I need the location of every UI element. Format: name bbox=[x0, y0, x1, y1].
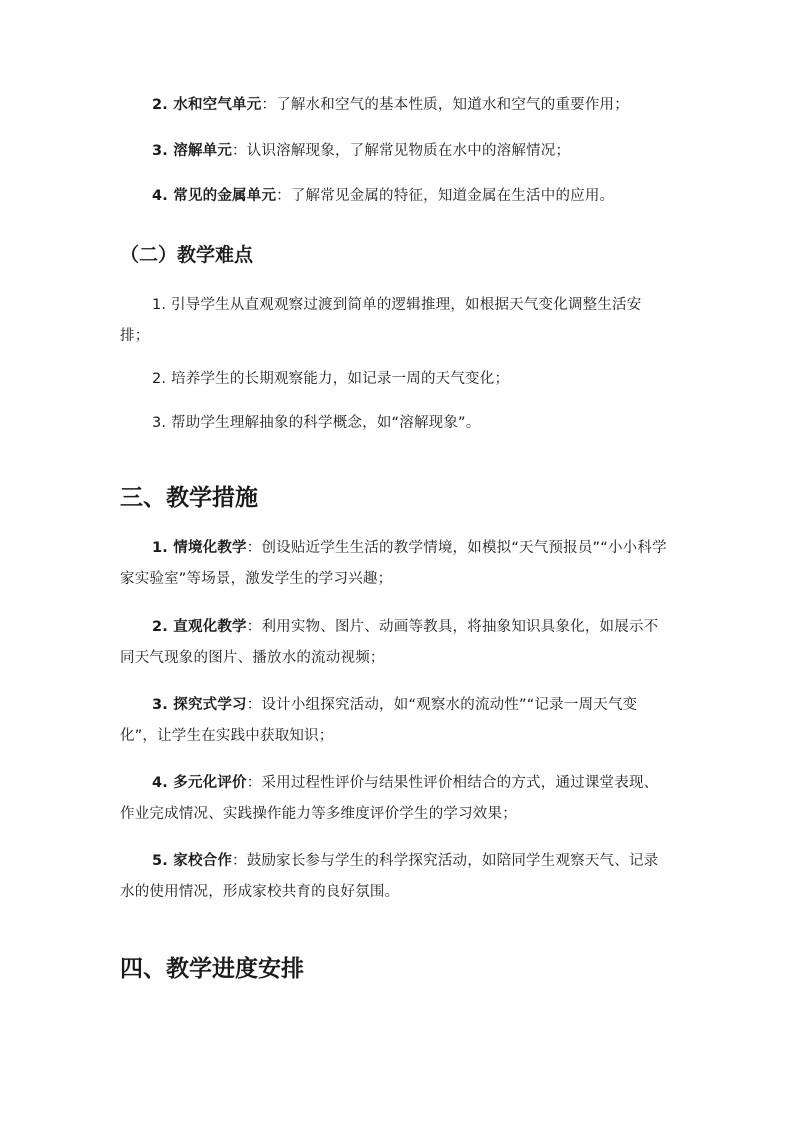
measure-item bbox=[120, 768, 668, 830]
unit-item-text: ：了解常见金属的特征，知道金属在生活中的应用。 bbox=[276, 188, 615, 204]
measure-item-text: ：鼓励家长参与学生的科学探究活动，如陪同学生观察天气、记录水的使用情况，形成家校共育的良好氛围。 bbox=[120, 853, 659, 900]
unit-item-text: ：了解水和空气的基本性质，知道水和空气的重要作用； bbox=[261, 97, 629, 113]
section-heading-schedule: 四、教学进度安排 bbox=[120, 956, 304, 982]
measure-item-text: ：创设贴近学生生活的教学情境，如模拟“天气预报员”“小小科学家实验室”等场景，激发学生的学习兴趣； bbox=[120, 540, 667, 587]
measure-item-label: 1. 情境化教学 bbox=[152, 540, 247, 556]
difficulty-item: 3. 帮助学生理解抽象的科学概念，如“溶解现象”。 bbox=[152, 415, 481, 431]
measure-item-text: ：利用实物、图片、动画等教具，将抽象知识具象化，如展示不同天气现象的图片、播放水的流动视频； bbox=[120, 619, 659, 666]
measure-item bbox=[120, 690, 668, 752]
measure-item-label: 3. 探究式学习 bbox=[152, 697, 247, 713]
section-heading-measures: 三、教学措施 bbox=[120, 485, 258, 511]
unit-item-label: 4. 常见的金属单元 bbox=[152, 188, 277, 204]
difficulty-item: 2. 培养学生的长期观察能力，如记录一周的天气变化； bbox=[152, 371, 510, 387]
measure-item-label: 4. 多元化评价 bbox=[152, 775, 247, 791]
measure-item-text: ：设计小组探究活动，如“观察水的流动性”“记录一周天气变化”，让学生在实践中获取知识； bbox=[120, 697, 638, 744]
unit-item-text: ：认识溶解现象，了解常见物质在水中的溶解情况； bbox=[232, 143, 571, 159]
unit-item-water-air bbox=[120, 90, 668, 121]
unit-item-label: 2. 水和空气单元 bbox=[152, 97, 262, 113]
unit-item-dissolving bbox=[120, 136, 668, 167]
measure-item-label: 2. 直观化教学 bbox=[152, 619, 247, 635]
measure-item bbox=[120, 612, 668, 674]
section-heading-difficulties: （二）教学难点 bbox=[120, 244, 254, 266]
unit-item-label: 3. 溶解单元 bbox=[152, 143, 233, 159]
measure-item bbox=[120, 846, 668, 908]
measure-item-label: 5. 家校合作 bbox=[152, 853, 233, 869]
difficulty-item: 1. 引导学生从直观观察过渡到简单的逻辑推理，如根据天气变化调整生活安排； bbox=[120, 297, 642, 344]
measure-item-text: ：采用过程性评价与结果性评价相结合的方式，通过课堂表现、作业完成情况、实践操作能力等多维度评价学生的学习效果； bbox=[120, 775, 659, 822]
unit-item-metals bbox=[120, 181, 668, 212]
measure-item bbox=[120, 533, 668, 595]
